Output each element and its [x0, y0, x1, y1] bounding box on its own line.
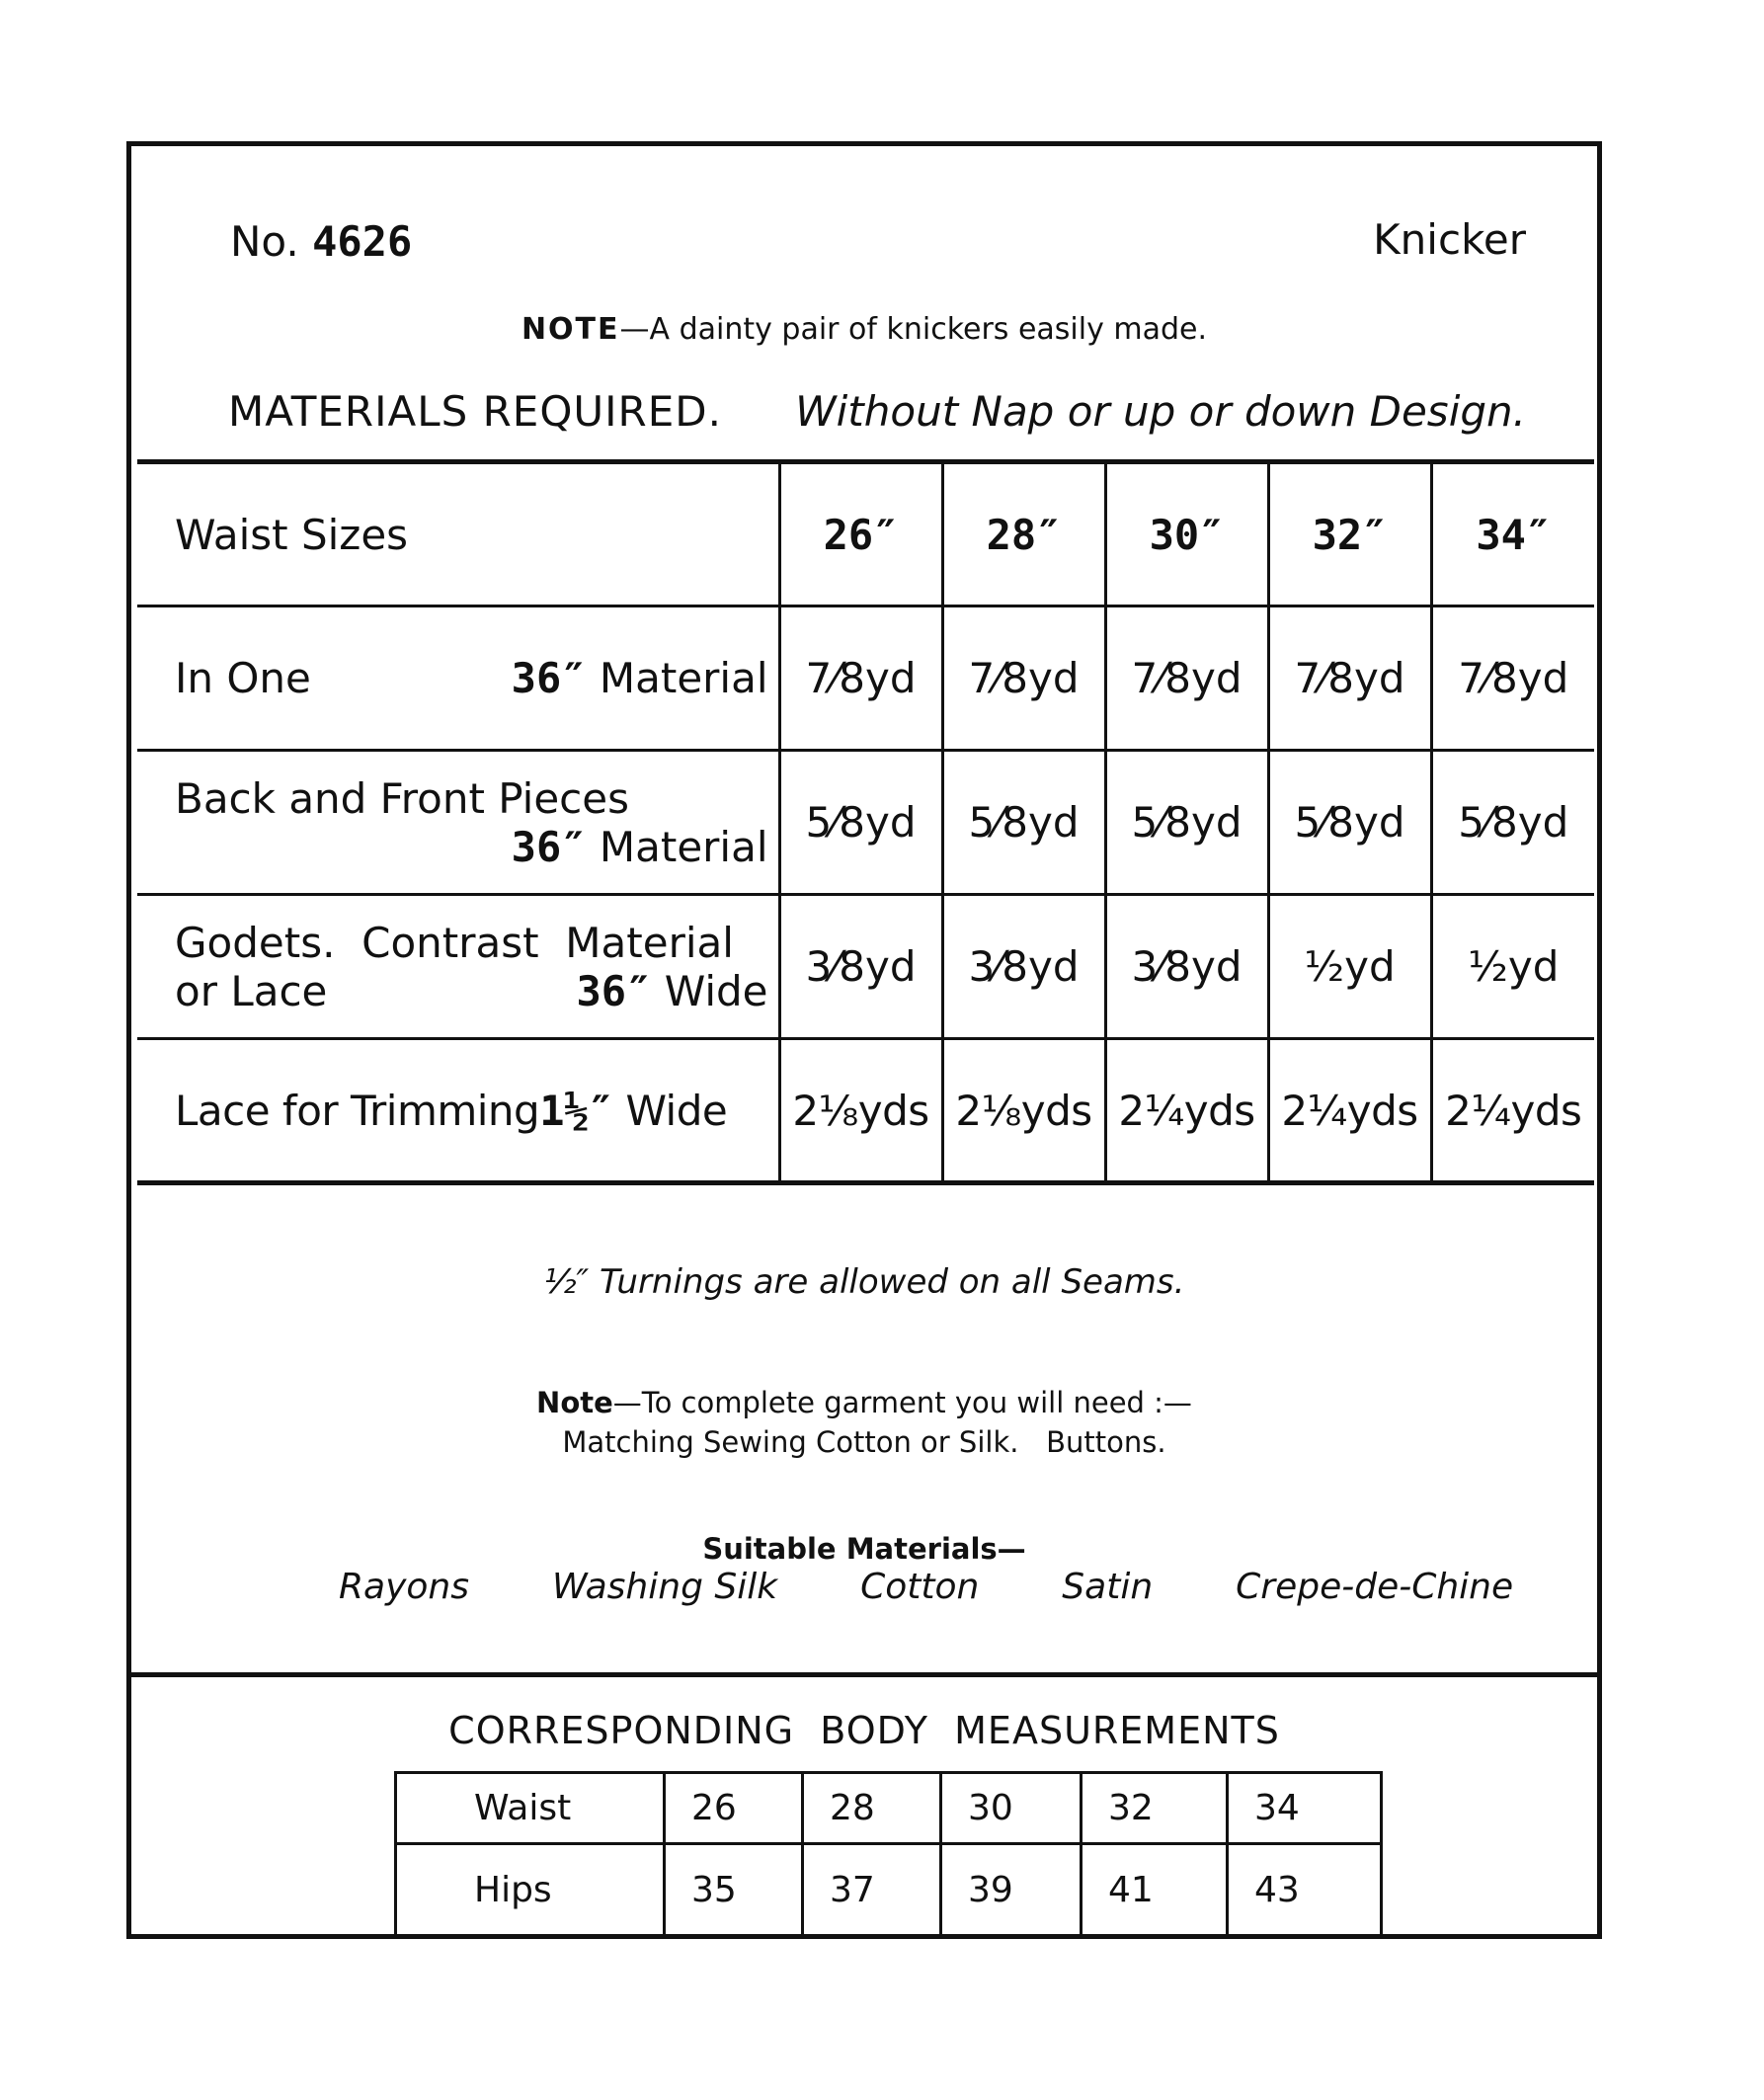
table-cell: 5⁄8yd	[779, 751, 942, 895]
suitable-materials-title: Suitable Materials—	[702, 1532, 1026, 1566]
row-label-bold: 36″	[511, 822, 587, 871]
materials-table	[137, 459, 1594, 1185]
table-cell: 28	[803, 1773, 941, 1844]
body-measurements-title: CORRESPONDING BODY MEASUREMENTS	[448, 1709, 1280, 1752]
table-cell: 2¼yds	[1431, 1039, 1594, 1183]
pattern-card	[126, 141, 1602, 1939]
row-label-left: Lace for Trimming	[175, 1086, 540, 1135]
size-cell: 32″	[1268, 462, 1431, 606]
row-label: Hips	[396, 1844, 665, 1935]
need-note-line2: Matching Sewing Cotton or Silk. Buttons.	[562, 1425, 1166, 1459]
table-cell: 30	[941, 1773, 1082, 1844]
table-row	[396, 1773, 1382, 1844]
table-row	[137, 606, 1594, 751]
materials-condition: Without Nap or up or down Design.	[795, 387, 1526, 436]
table-cell: 43	[1228, 1844, 1382, 1935]
table-cell: 41	[1082, 1844, 1228, 1935]
body-measurements-table	[394, 1771, 1383, 1935]
table-row	[137, 895, 1594, 1039]
table-cell: 26	[665, 1773, 803, 1844]
list-item: Crepe-de-Chine	[1236, 1567, 1514, 1607]
table-cell: 39	[941, 1844, 1082, 1935]
table-cell: 37	[803, 1844, 941, 1935]
pattern-number-value: 4626	[312, 217, 413, 266]
table-cell: 7⁄8yd	[1431, 606, 1594, 751]
table-cell: 3⁄8yd	[1105, 895, 1268, 1039]
divider	[131, 1672, 1597, 1677]
table-cell: 2¼yds	[1105, 1039, 1268, 1183]
table-cell: 7⁄8yd	[779, 606, 942, 751]
row-label-line1: Back and Front Pieces	[175, 773, 629, 823]
list-item: Washing Silk	[551, 1567, 778, 1607]
size-cell: 34″	[1431, 462, 1594, 606]
pattern-number-label: No.	[230, 217, 299, 266]
note-top-text: —A dainty pair of knickers easily made.	[619, 312, 1208, 347]
table-cell: 3⁄8yd	[942, 895, 1105, 1039]
row-label-right: Wide	[664, 966, 768, 1015]
size-cell: 28″	[942, 462, 1105, 606]
table-cell: 5⁄8yd	[1268, 751, 1431, 895]
row-label-left: or Lace	[175, 966, 328, 1015]
row-label-bold: 36″	[576, 966, 652, 1015]
table-row	[396, 1844, 1382, 1935]
row-label-right: Material	[599, 654, 768, 702]
pattern-number	[230, 217, 412, 266]
pattern-title: Knicker	[1373, 215, 1526, 264]
row-label	[137, 606, 779, 751]
row-label-left: In One	[175, 654, 311, 702]
row-label-line1: Godets. Contrast Material	[175, 918, 734, 967]
row-label-bold: 1½″	[539, 1086, 613, 1135]
table-cell: 7⁄8yd	[1268, 606, 1431, 751]
table-cell: ½yd	[1268, 895, 1431, 1039]
need-note-line1	[131, 1386, 1597, 1419]
table-cell: 2¼yds	[1268, 1039, 1431, 1183]
table-cell: 5⁄8yd	[1105, 751, 1268, 895]
table-cell: 7⁄8yd	[1105, 606, 1268, 751]
size-cell: 30″	[1105, 462, 1268, 606]
row-label: Waist	[396, 1773, 665, 1844]
table-header-row	[137, 462, 1594, 606]
table-cell: 32	[1082, 1773, 1228, 1844]
need-note-bold: Note	[536, 1386, 613, 1419]
table-cell: 2⅛yds	[942, 1039, 1105, 1183]
table-row	[137, 1039, 1594, 1183]
table-cell: 2⅛yds	[779, 1039, 942, 1183]
row-label	[137, 1039, 779, 1183]
list-item: Rayons	[339, 1567, 469, 1607]
table-cell: 5⁄8yd	[942, 751, 1105, 895]
row-label-right: Wide	[625, 1086, 728, 1135]
need-note-text: —To complete garment you will need :—	[612, 1386, 1192, 1419]
table-cell: 3⁄8yd	[779, 895, 942, 1039]
row-label	[137, 751, 779, 895]
waist-sizes-label: Waist Sizes	[137, 462, 779, 606]
size-cell: 26″	[779, 462, 942, 606]
row-label	[137, 895, 779, 1039]
note-top-bold: NOTE	[521, 312, 620, 347]
table-row	[137, 751, 1594, 895]
materials-required-heading: MATERIALS REQUIRED.	[228, 387, 722, 436]
table-cell: ½yd	[1431, 895, 1594, 1039]
row-label-right: Material	[599, 822, 768, 871]
table-cell: 35	[665, 1844, 803, 1935]
turnings-note: ½″ Turnings are allowed on all Seams.	[543, 1262, 1185, 1302]
list-item: Satin	[1062, 1567, 1154, 1607]
note-top	[131, 312, 1597, 347]
table-cell: 5⁄8yd	[1431, 751, 1594, 895]
suitable-materials-list	[339, 1567, 1513, 1607]
table-cell: 7⁄8yd	[942, 606, 1105, 751]
table-cell: 34	[1228, 1773, 1382, 1844]
list-item: Cotton	[860, 1567, 980, 1607]
row-label-bold: 36″	[511, 654, 587, 702]
